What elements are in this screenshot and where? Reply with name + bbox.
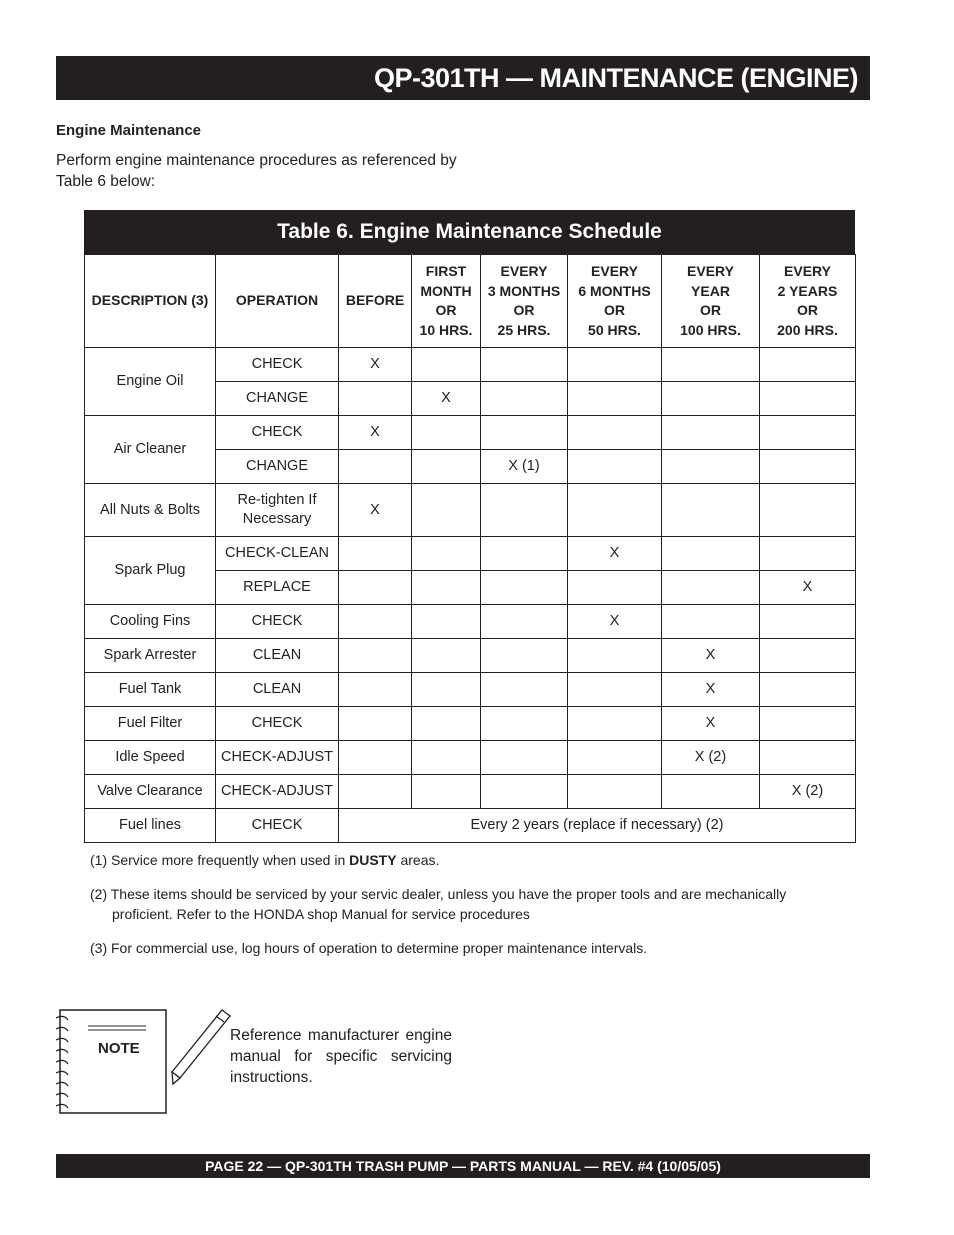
table-row	[85, 639, 856, 673]
row-operation: CHECK	[216, 605, 339, 639]
row-operation: CHECK	[216, 707, 339, 741]
page-title: QP-301TH — MAINTENANCE (ENGINE)	[373, 63, 858, 93]
cell-six-months: X	[568, 605, 662, 639]
col-description: DESCRIPTION (3)	[85, 255, 216, 348]
row-description: Fuel lines	[85, 809, 216, 843]
table-header-row	[85, 255, 856, 348]
row-operation: CLEAN	[216, 673, 339, 707]
notepad-pencil-icon	[54, 1004, 234, 1118]
cell-before: X	[339, 484, 412, 537]
table-row	[85, 707, 856, 741]
table-row	[85, 775, 856, 809]
row-operation: CHECK	[216, 416, 339, 450]
col-year: EVERY YEAR OR 100 HRS.	[662, 255, 760, 348]
table-row	[85, 809, 856, 843]
cell-six-months: X	[568, 537, 662, 571]
row-description: Cooling Fins	[85, 605, 216, 639]
row-description: Fuel Filter	[85, 707, 216, 741]
row-operation: CLEAN	[216, 639, 339, 673]
row-description: All Nuts & Bolts	[85, 484, 216, 537]
footnote-3: (3) For commercial use, log hours of operation to determine proper maintenance intervals.	[90, 940, 648, 956]
footnotes	[90, 850, 810, 972]
footnote-2: (2) These items should be serviced by your servic dealer, unless you have the proper tools and are mechanically proficient. Refer to the HONDA shop Manual for service procedures	[90, 886, 787, 922]
col-before: BEFORE	[339, 255, 412, 348]
row-description: Spark Arrester	[85, 639, 216, 673]
cell-before: X	[339, 348, 412, 382]
row-description: Air Cleaner	[85, 416, 216, 484]
col-operation: OPERATION	[216, 255, 339, 348]
col-six-months: EVERY 6 MONTHS OR 50 HRS.	[568, 255, 662, 348]
page-header	[56, 56, 870, 100]
table-row	[85, 348, 856, 382]
table-row	[85, 673, 856, 707]
section-heading: Engine Maintenance	[56, 122, 202, 139]
col-two-years: EVERY 2 YEARS OR 200 HRS.	[760, 255, 856, 348]
table-row	[85, 605, 856, 639]
row-description: Spark Plug	[85, 537, 216, 605]
footer-text: PAGE 22 — QP-301TH TRASH PUMP — PARTS MANUAL — REV. #4 (10/05/05)	[205, 1158, 721, 1174]
row-operation: CHECK	[216, 809, 339, 843]
table-title: Table 6. Engine Maintenance Schedule	[84, 210, 855, 254]
note-label: NOTE	[98, 1040, 140, 1057]
row-operation: CHECK-CLEAN	[216, 537, 339, 571]
row-description: Idle Speed	[85, 741, 216, 775]
footnote-1: (1) Service more frequently when used in DUSTY areas.	[90, 852, 440, 868]
note-notepad-graphic	[54, 1004, 234, 1118]
intro-paragraph: Perform engine maintenance procedures as referenced by Table 6 below:	[56, 152, 457, 190]
table-row	[85, 416, 856, 450]
row-description: Fuel Tank	[85, 673, 216, 707]
cell-before: X	[339, 416, 412, 450]
cell-year: X (2)	[662, 741, 760, 775]
cell-first-month: X	[412, 382, 481, 416]
cell-year: X	[662, 639, 760, 673]
cell-span-note: Every 2 years (replace if necessary) (2)	[339, 809, 856, 843]
row-operation: CHECK-ADJUST	[216, 775, 339, 809]
row-operation: CHECK-ADJUST	[216, 741, 339, 775]
row-operation: Re-tighten If Necessary	[216, 484, 339, 537]
row-operation: CHECK	[216, 348, 339, 382]
col-first-month: FIRST MONTH OR 10 HRS.	[412, 255, 481, 348]
row-operation: CHANGE	[216, 382, 339, 416]
cell-year: X	[662, 707, 760, 741]
page-footer	[56, 1154, 870, 1178]
cell-two-years: X	[760, 571, 856, 605]
cell-three-months: X (1)	[481, 450, 568, 484]
row-description: Valve Clearance	[85, 775, 216, 809]
table-row	[85, 741, 856, 775]
note-text: Reference manufacturer engine manual for specific servicing instructions.	[230, 1027, 452, 1086]
cell-two-years: X (2)	[760, 775, 856, 809]
maintenance-schedule-table	[84, 254, 856, 843]
row-description: Engine Oil	[85, 348, 216, 416]
cell-year: X	[662, 673, 760, 707]
row-operation: REPLACE	[216, 571, 339, 605]
col-three-months: EVERY 3 MONTHS OR 25 HRS.	[481, 255, 568, 348]
table-row	[85, 537, 856, 571]
row-operation: CHANGE	[216, 450, 339, 484]
table-row	[85, 484, 856, 537]
